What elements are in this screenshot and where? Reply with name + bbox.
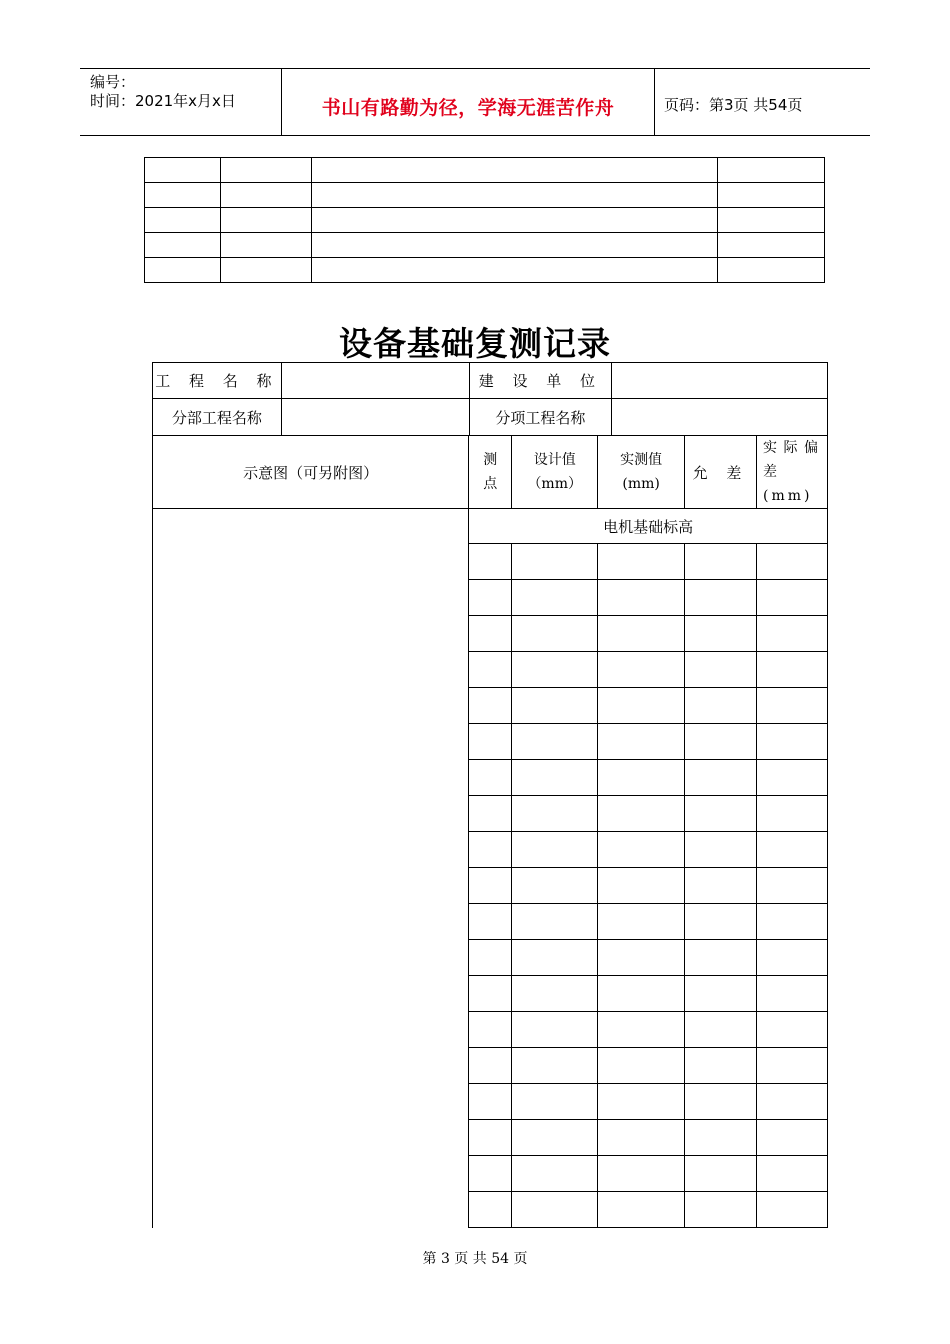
design-value-cell[interactable] (512, 652, 598, 688)
design-value-header: 设计值（mm） (512, 436, 598, 509)
measurement-table (152, 435, 828, 1228)
design-value-cell[interactable] (512, 1048, 598, 1084)
tolerance-cell[interactable] (685, 652, 757, 688)
point-cell[interactable] (469, 1048, 512, 1084)
top-grid-row (145, 258, 825, 283)
measured-value-cell[interactable] (598, 1120, 685, 1156)
design-value-cell[interactable] (512, 760, 598, 796)
measured-value-cell[interactable] (598, 1192, 685, 1228)
point-cell[interactable] (469, 940, 512, 976)
tolerance-cell[interactable] (685, 616, 757, 652)
top-grid-cell[interactable] (145, 233, 221, 258)
point-cell[interactable] (469, 580, 512, 616)
diagram-area[interactable] (153, 509, 469, 1228)
top-grid-cell[interactable] (718, 258, 825, 283)
measured-value-cell[interactable] (598, 976, 685, 1012)
design-value-cell[interactable] (512, 940, 598, 976)
design-value-cell[interactable] (512, 832, 598, 868)
design-value-cell[interactable] (512, 1084, 598, 1120)
actual-deviation-cell[interactable] (756, 904, 827, 940)
design-value-cell[interactable] (512, 724, 598, 760)
top-grid-cell[interactable] (718, 233, 825, 258)
top-grid-cell[interactable] (220, 233, 311, 258)
measured-value-cell[interactable] (598, 1156, 685, 1192)
top-grid-cell[interactable] (145, 158, 221, 183)
top-grid-cell[interactable] (311, 183, 717, 208)
point-cell[interactable] (469, 904, 512, 940)
design-value-cell[interactable] (512, 1192, 598, 1228)
section-title: 电机基础标高 (469, 509, 828, 544)
measured-value-cell[interactable] (598, 940, 685, 976)
tolerance-cell[interactable] (685, 832, 757, 868)
actual-deviation-cell[interactable] (756, 868, 827, 904)
top-grid-row (145, 183, 825, 208)
page-title: 设备基础复测记录 (339, 324, 611, 363)
top-grid-cell[interactable] (718, 208, 825, 233)
design-value-cell[interactable] (512, 616, 598, 652)
point-cell[interactable] (469, 544, 512, 580)
header-divider-right (654, 68, 655, 136)
top-grid-cell[interactable] (220, 208, 311, 233)
actual-deviation-cell[interactable] (756, 940, 827, 976)
point-cell[interactable] (469, 616, 512, 652)
design-value-cell[interactable] (512, 976, 598, 1012)
measured-value-cell[interactable] (598, 832, 685, 868)
top-grid-row (145, 158, 825, 183)
top-grid-cell[interactable] (718, 183, 825, 208)
tolerance-cell[interactable] (685, 1048, 757, 1084)
actual-deviation-cell[interactable] (756, 616, 827, 652)
top-grid-cell[interactable] (145, 183, 221, 208)
measured-value-cell[interactable] (598, 1048, 685, 1084)
subitem-value[interactable] (612, 399, 828, 436)
measured-value-cell[interactable] (598, 796, 685, 832)
info-table (152, 362, 828, 436)
point-cell[interactable] (469, 1012, 512, 1048)
point-cell[interactable] (469, 1084, 512, 1120)
motto: 书山有路勤为径，学海无涯苦作舟 (321, 97, 615, 119)
design-value-cell[interactable] (512, 580, 598, 616)
point-cell[interactable] (469, 652, 512, 688)
point-cell[interactable] (469, 832, 512, 868)
top-grid-cell[interactable] (311, 208, 717, 233)
top-grid-cell[interactable] (718, 158, 825, 183)
point-cell[interactable] (469, 1192, 512, 1228)
tolerance-header: 允 差 (685, 436, 757, 509)
measured-value-cell[interactable] (598, 616, 685, 652)
tolerance-cell[interactable] (685, 580, 757, 616)
top-grid-cell[interactable] (220, 183, 311, 208)
tolerance-cell[interactable] (685, 1192, 757, 1228)
actual-deviation-cell[interactable] (756, 580, 827, 616)
top-grid-row (145, 208, 825, 233)
top-grid-cell[interactable] (220, 258, 311, 283)
top-grid-row (145, 233, 825, 258)
construction-unit-label: 建 设 单 位 (469, 363, 612, 399)
actual-deviation-cell[interactable] (756, 1192, 827, 1228)
page-label: 页码：第3页 共54页 (664, 96, 803, 114)
measured-value-cell[interactable] (598, 868, 685, 904)
top-grid-cell[interactable] (311, 233, 717, 258)
tolerance-cell[interactable] (685, 976, 757, 1012)
measured-value-cell[interactable] (598, 580, 685, 616)
measured-value-header: 实测值(mm) (598, 436, 685, 509)
point-cell[interactable] (469, 760, 512, 796)
design-value-cell[interactable] (512, 1120, 598, 1156)
header-top-rule (80, 68, 870, 69)
top-grid-cell[interactable] (145, 258, 221, 283)
actual-deviation-cell[interactable] (756, 688, 827, 724)
tolerance-cell[interactable] (685, 868, 757, 904)
point-cell[interactable] (469, 976, 512, 1012)
tolerance-cell[interactable] (685, 940, 757, 976)
project-name-value[interactable] (281, 363, 469, 399)
actual-deviation-cell[interactable] (756, 796, 827, 832)
actual-deviation-cell[interactable] (756, 976, 827, 1012)
header-bottom-rule (80, 135, 870, 136)
point-cell[interactable] (469, 724, 512, 760)
project-name-label: 工 程 名 称 (153, 363, 282, 399)
point-cell[interactable] (469, 1156, 512, 1192)
actual-deviation-cell[interactable] (756, 760, 827, 796)
actual-deviation-cell[interactable] (756, 544, 827, 580)
tolerance-cell[interactable] (685, 724, 757, 760)
tolerance-cell[interactable] (685, 904, 757, 940)
point-cell[interactable] (469, 868, 512, 904)
design-value-cell[interactable] (512, 1012, 598, 1048)
top-empty-grid (144, 157, 825, 283)
subitem-label: 分项工程名称 (469, 399, 612, 436)
division-label: 分部工程名称 (153, 399, 282, 436)
measured-value-cell[interactable] (598, 760, 685, 796)
measured-value-cell[interactable] (598, 544, 685, 580)
tolerance-cell[interactable] (685, 1120, 757, 1156)
measured-value-cell[interactable] (598, 904, 685, 940)
measured-value-cell[interactable] (598, 652, 685, 688)
top-grid-cell[interactable] (311, 258, 717, 283)
measured-value-cell[interactable] (598, 1012, 685, 1048)
tolerance-cell[interactable] (685, 688, 757, 724)
construction-unit-value[interactable] (612, 363, 828, 399)
top-grid-cell[interactable] (220, 158, 311, 183)
point-header: 测 点 (469, 436, 512, 509)
measured-value-cell[interactable] (598, 724, 685, 760)
tolerance-cell[interactable] (685, 1084, 757, 1120)
point-cell[interactable] (469, 1120, 512, 1156)
point-cell[interactable] (469, 796, 512, 832)
measured-value-cell[interactable] (598, 1084, 685, 1120)
actual-deviation-cell[interactable] (756, 1048, 827, 1084)
design-value-cell[interactable] (512, 688, 598, 724)
actual-deviation-cell[interactable] (756, 724, 827, 760)
measured-value-cell[interactable] (598, 688, 685, 724)
top-grid-cell[interactable] (311, 158, 717, 183)
actual-deviation-cell[interactable] (756, 832, 827, 868)
point-cell[interactable] (469, 688, 512, 724)
actual-deviation-cell[interactable] (756, 1084, 827, 1120)
actual-deviation-cell[interactable] (756, 652, 827, 688)
actual-deviation-cell[interactable] (756, 1012, 827, 1048)
diagram-header: 示意图（可另附图） (153, 436, 469, 509)
actual-deviation-header: 实际偏差(mm) (756, 436, 827, 509)
tolerance-cell[interactable] (685, 544, 757, 580)
division-value[interactable] (281, 399, 469, 436)
top-grid-cell[interactable] (145, 208, 221, 233)
page-footer: 第 3 页 共 54 页 (422, 1251, 528, 1267)
tolerance-cell[interactable] (685, 760, 757, 796)
design-value-cell[interactable] (512, 868, 598, 904)
tolerance-cell[interactable] (685, 796, 757, 832)
design-value-cell[interactable] (512, 904, 598, 940)
time-label: 时间：2021年x月x日 (90, 92, 236, 110)
design-value-cell[interactable] (512, 1156, 598, 1192)
serial-label: 编号： (90, 73, 136, 91)
actual-deviation-cell[interactable] (756, 1156, 827, 1192)
tolerance-cell[interactable] (685, 1156, 757, 1192)
design-value-cell[interactable] (512, 796, 598, 832)
design-value-cell[interactable] (512, 544, 598, 580)
actual-deviation-cell[interactable] (756, 1120, 827, 1156)
tolerance-cell[interactable] (685, 1012, 757, 1048)
